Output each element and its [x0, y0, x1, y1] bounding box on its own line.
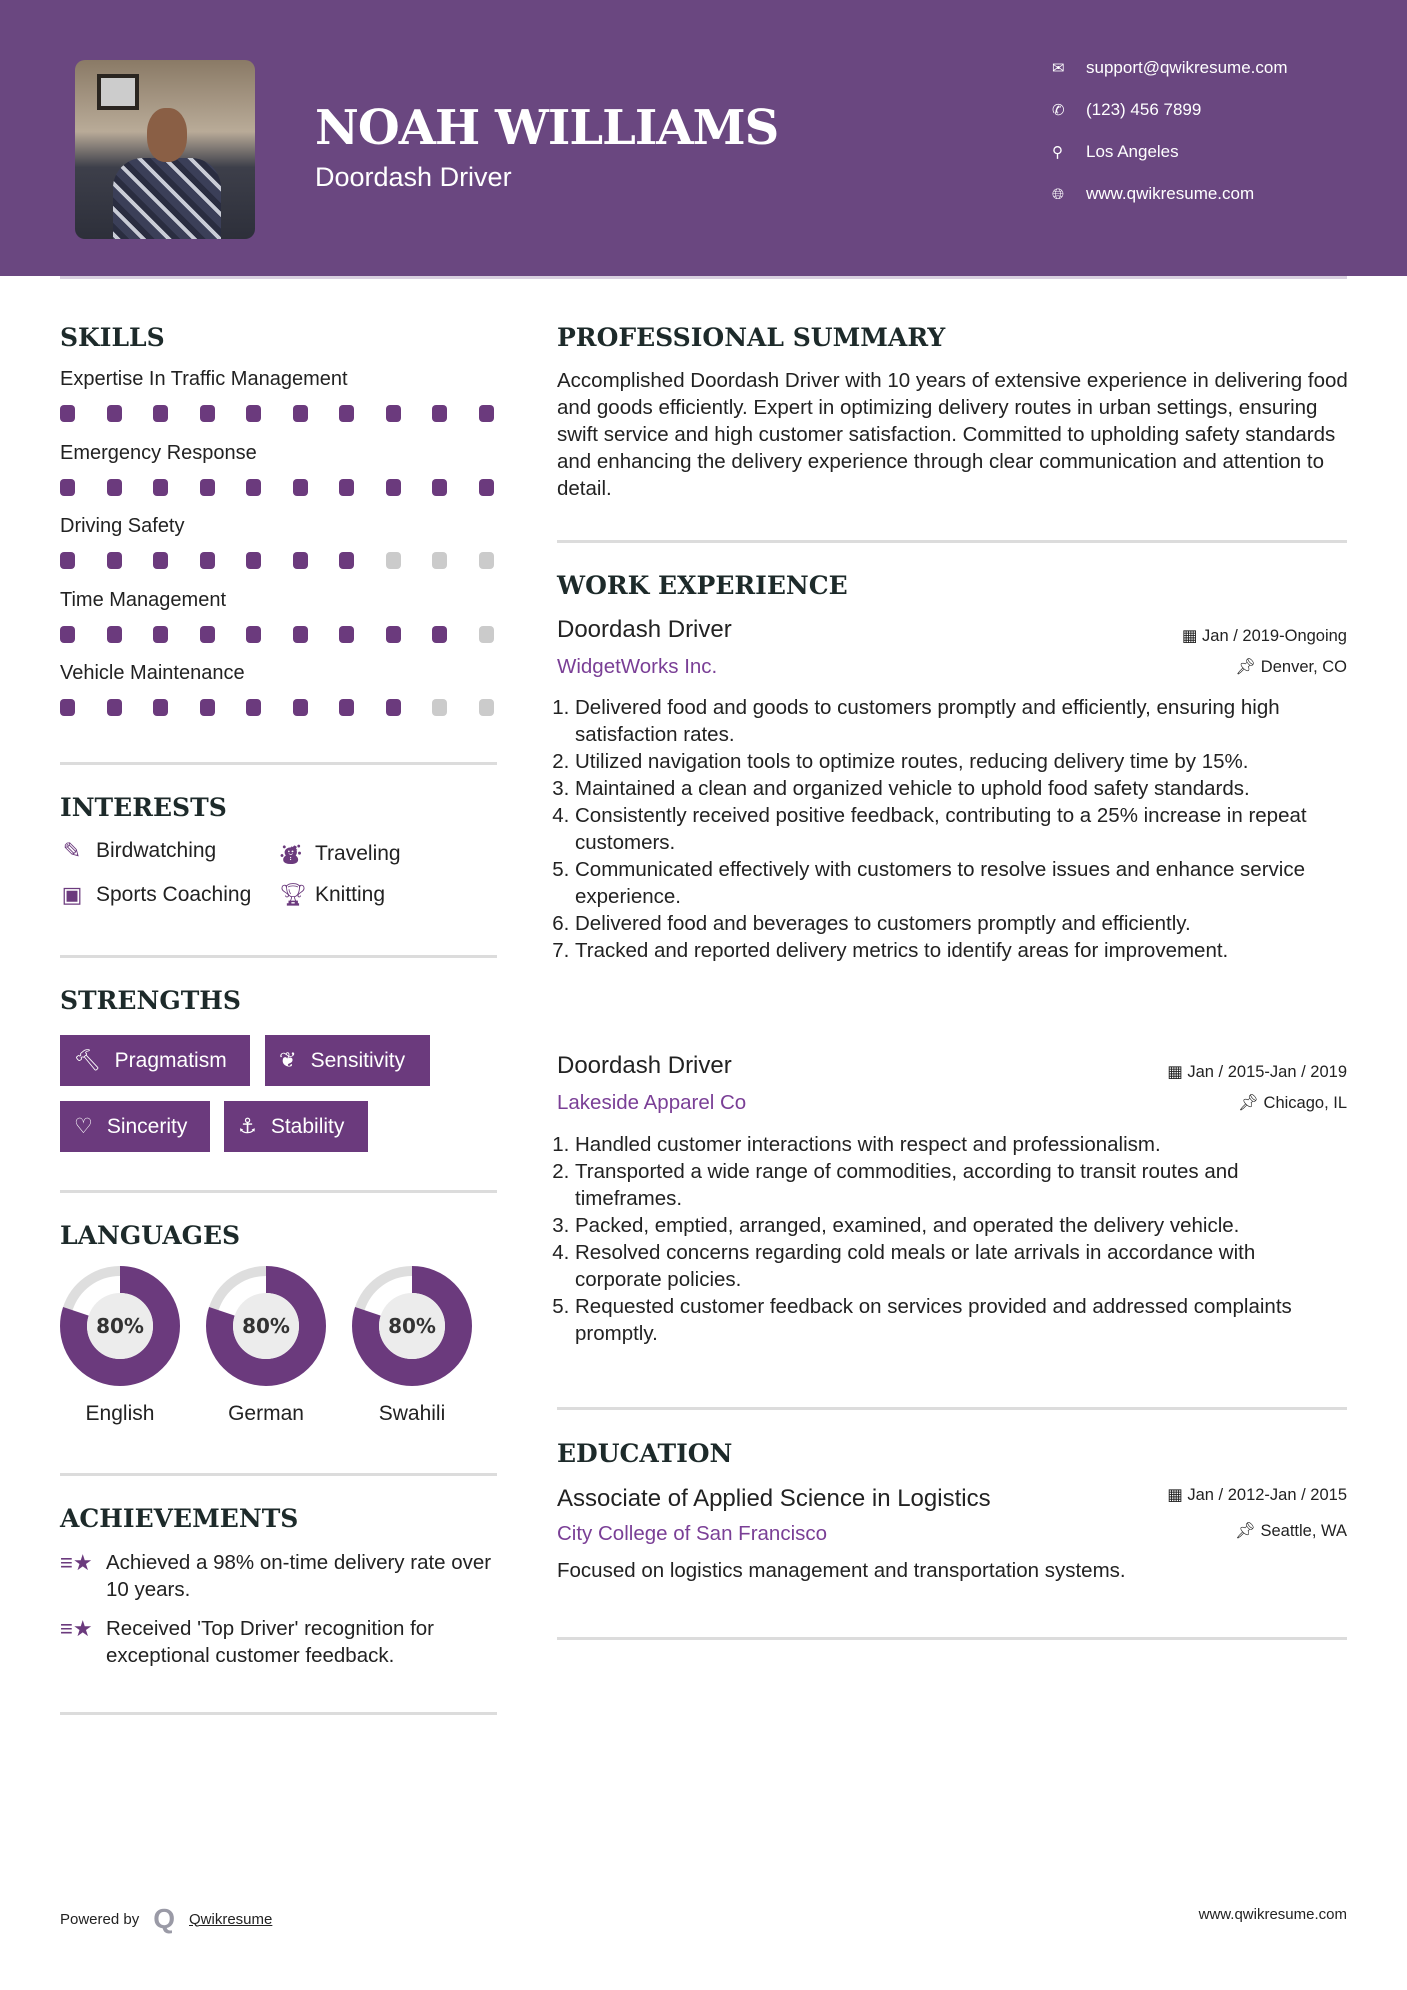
rating-dot: [386, 626, 401, 643]
strength-pragmatism: 🔨︎ Pragmatism: [60, 1035, 250, 1086]
interest-sports-coaching: ▣ Sports Coaching: [61, 882, 252, 907]
phone-icon: ✆: [1052, 102, 1065, 119]
rating-dot: [432, 552, 447, 569]
job-1-bullets: [557, 694, 1347, 964]
rating-dot: [386, 405, 401, 422]
language-donut: [59, 1265, 181, 1387]
pin-icon: 📌︎: [1234, 1522, 1261, 1540]
languages-heading: LANGUAGES: [60, 1221, 241, 1250]
rating-dot: [200, 479, 215, 496]
bullet-item: 1. Handled customer interactions with respect and professionalism.: [575, 1131, 1347, 1158]
rating-dot: [479, 405, 494, 422]
bullet-item: 6. Delivered food and beverages to customers promptly and efficiently.: [575, 910, 1347, 937]
language-label: Swahili: [378, 1402, 446, 1425]
anchor-icon: ⚓︎: [238, 1115, 257, 1138]
education-location: 📌︎ Seattle, WA: [1234, 1522, 1347, 1540]
rating-dot: [200, 405, 215, 422]
rating-dot: [200, 626, 215, 643]
contact-email[interactable]: ✉ support@qwikresume.com: [1052, 58, 1288, 77]
bullet-item: 2. Transported a wide range of commodities, according to transit routes and timeframes.: [575, 1158, 1347, 1212]
skill-rating: [60, 479, 525, 496]
job-1-location: 📌︎ Denver, CO: [1235, 658, 1347, 676]
header-divider: [60, 276, 1347, 279]
strengths-heading: STRENGTHS: [60, 986, 241, 1015]
edit-icon: ✎: [62, 838, 82, 863]
bullet-item: 2. Utilized navigation tools to optimize routes, reducing delivery time by 15%.: [575, 748, 1347, 775]
rating-dot: [60, 479, 75, 496]
skill-label: Vehicle Maintenance: [60, 662, 245, 684]
strength-stability: ⚓︎ Stability: [224, 1101, 368, 1152]
bullet-item: 3. Packed, emptied, arranged, examined, and operated the delivery vehicle.: [575, 1212, 1347, 1239]
rating-dot: [200, 699, 215, 716]
rating-dot: [479, 479, 494, 496]
divider: [60, 1190, 497, 1193]
leaf-icon: ❦: [279, 1049, 297, 1072]
skill-rating: [60, 552, 525, 569]
rating-dot: [339, 626, 354, 643]
rating-dot: [246, 626, 261, 643]
divider: [557, 540, 1347, 543]
rating-dot: [386, 479, 401, 496]
rating-dot: [153, 479, 168, 496]
job-2-company: Lakeside Apparel Co: [557, 1091, 747, 1114]
strength-sincerity: ♡ Sincerity: [60, 1101, 210, 1152]
profile-photo: [75, 60, 255, 239]
job-2-bullets: [557, 1131, 1347, 1347]
divider: [60, 1712, 497, 1715]
rating-dot: [153, 626, 168, 643]
rating-dot: [200, 552, 215, 569]
rating-dot: [386, 552, 401, 569]
skill-label: Expertise In Traffic Management: [60, 368, 348, 390]
job-2-date: ▦ Jan / 2015-Jan / 2019: [1167, 1063, 1347, 1081]
job-1-title: Doordash Driver: [557, 616, 732, 643]
rating-dot: [60, 405, 75, 422]
rating-dot: [432, 699, 447, 716]
job-2-title: Doordash Driver: [557, 1052, 732, 1079]
rating-dot: [386, 699, 401, 716]
trophy-icon: 🏆︎: [279, 882, 307, 907]
rating-dot: [293, 405, 308, 422]
donut-percent: 80%: [242, 1314, 290, 1338]
rating-dot: [339, 405, 354, 422]
language-donut: [351, 1265, 473, 1387]
school: City College of San Francisco: [557, 1522, 828, 1545]
skill-rating: [60, 626, 525, 643]
donut-percent: 80%: [96, 1314, 144, 1338]
brand-link[interactable]: Qwikresume: [189, 1910, 273, 1928]
skill-label: Emergency Response: [60, 441, 257, 464]
rating-dot: [479, 626, 494, 643]
divider: [60, 955, 497, 958]
binoculars-icon: ⛇: [279, 843, 302, 868]
language-label: German: [228, 1402, 304, 1425]
skill-label: Time Management: [60, 588, 226, 611]
donut-percent: 80%: [388, 1314, 436, 1338]
skills-heading: SKILLS: [60, 323, 165, 352]
rating-dot: [432, 405, 447, 422]
degree: Associate of Applied Science in Logistics: [557, 1485, 991, 1512]
rating-dot: [293, 699, 308, 716]
rating-dot: [246, 479, 261, 496]
contact-location: ⚲ Los Angeles: [1052, 142, 1179, 161]
language-donut: [205, 1265, 327, 1387]
footer-powered-by: Powered by Q Qwikresume: [60, 1903, 273, 1934]
rating-dot: [339, 479, 354, 496]
rating-dot: [293, 626, 308, 643]
achievement-item: ≡★ Achieved a 98% on-time delivery rate over 10 years.: [60, 1550, 492, 1601]
pin-icon: 📌︎: [1235, 658, 1261, 676]
skill-rating: [60, 405, 525, 422]
rating-dot: [60, 699, 75, 716]
calendar-icon: ▦: [1167, 1063, 1188, 1081]
job-title: Doordash Driver: [315, 162, 512, 192]
envelope-icon: ✉: [1052, 60, 1065, 77]
rating-dot: [246, 405, 261, 422]
star-icon: ≡★: [60, 1550, 93, 1575]
divider: [60, 1473, 497, 1476]
rating-dot: [339, 699, 354, 716]
contact-website[interactable]: 🌐︎ www.qwikresume.com: [1052, 184, 1255, 203]
rating-dot: [246, 699, 261, 716]
rating-dot: [107, 626, 122, 643]
rating-dot: [432, 626, 447, 643]
bullet-item: 5. Communicated effectively with customers to resolve issues and enhance service experience.: [575, 856, 1347, 910]
rating-dot: [107, 479, 122, 496]
rating-dot: [60, 552, 75, 569]
bullet-item: 4. Consistently received positive feedback, contributing to a 25% increase in repeat customers.: [575, 802, 1347, 856]
rating-dot: [107, 405, 122, 422]
summary-text: Accomplished Doordash Driver with 10 years of extensive experience in delivering food and goods efficiently. Expert in optimizing delivery routes in urban settings, ensuring swift service and high customer satisfaction. Committed to upholding safety standards and enhancing the delivery experience through clear communication and attention to detail.: [557, 369, 1348, 500]
divider: [557, 1637, 1347, 1640]
rating-dot: [339, 552, 354, 569]
interest-traveling: ⛇ Traveling: [279, 838, 401, 870]
rating-dot: [153, 405, 168, 422]
bullet-item: 1. Delivered food and goods to customers promptly and efficiently, ensuring high satisfaction rates.: [575, 694, 1347, 748]
rating-dot: [246, 552, 261, 569]
rating-dot: [153, 699, 168, 716]
education-heading: EDUCATION: [557, 1439, 733, 1468]
globe-icon: 🌐︎: [1052, 185, 1065, 203]
rating-dot: [107, 699, 122, 716]
job-1-company: WidgetWorks Inc.: [557, 655, 718, 678]
divider: [557, 1407, 1347, 1410]
rating-dot: [432, 479, 447, 496]
suitcase-icon: ▣: [61, 882, 83, 907]
bullet-item: 7. Tracked and reported delivery metrics to identify areas for improvement.: [575, 937, 1347, 964]
summary-heading: PROFESSIONAL SUMMARY: [557, 323, 946, 352]
interest-knitting: 🏆︎ Knitting: [279, 882, 386, 907]
candidate-name: NOAH WILLIAMS: [315, 100, 779, 156]
interest-birdwatching: ✎ Birdwatching: [60, 838, 216, 864]
rating-dot: [293, 479, 308, 496]
rating-dot: [153, 552, 168, 569]
rating-dot: [107, 552, 122, 569]
rating-dot: [293, 552, 308, 569]
calendar-icon: ▦: [1181, 627, 1203, 645]
achievements-heading: ACHIEVEMENTS: [60, 1504, 299, 1533]
qwikresume-logo-icon: Q: [153, 1903, 175, 1934]
pin-icon: 📌︎: [1237, 1094, 1264, 1112]
map-pin-icon: ⚲: [1052, 144, 1063, 161]
skill-label: Driving Safety: [60, 515, 185, 537]
divider: [60, 762, 497, 765]
language-label: English: [85, 1402, 155, 1425]
experience-heading: WORK EXPERIENCE: [557, 571, 848, 600]
education-date: ▦ Jan / 2012-Jan / 2015: [1167, 1486, 1347, 1504]
job-2-location: 📌︎ Chicago, IL: [1237, 1094, 1347, 1112]
education-description: Focused on logistics management and transportation systems.: [557, 1559, 1126, 1582]
gavel-icon: 🔨︎: [74, 1048, 101, 1072]
star-icon: ≡★: [60, 1616, 93, 1641]
footer-website[interactable]: www.qwikresume.com: [1198, 1906, 1347, 1923]
job-1-date: ▦ Jan / 2019-Ongoing: [1181, 627, 1347, 645]
skill-rating: [60, 699, 525, 716]
bullet-item: 5. Requested customer feedback on services provided and addressed complaints promptly.: [575, 1293, 1347, 1347]
rating-dot: [60, 626, 75, 643]
contact-phone[interactable]: ✆ (123) 456 7899: [1052, 100, 1202, 119]
rating-dot: [479, 552, 494, 569]
bullet-item: 3. Maintained a clean and organized vehicle to uphold food safety standards.: [575, 775, 1347, 802]
heart-icon: ♡: [74, 1115, 93, 1138]
interests-heading: INTERESTS: [60, 793, 227, 822]
rating-dot: [479, 699, 494, 716]
calendar-icon: ▦: [1167, 1486, 1188, 1504]
bullet-item: 4. Resolved concerns regarding cold meals or late arrivals in accordance with corporate policies.: [575, 1239, 1347, 1293]
achievement-item: ≡★ Received 'Top Driver' recognition for exceptional customer feedback.: [60, 1616, 434, 1667]
strength-sensitivity: ❦ Sensitivity: [265, 1035, 430, 1086]
